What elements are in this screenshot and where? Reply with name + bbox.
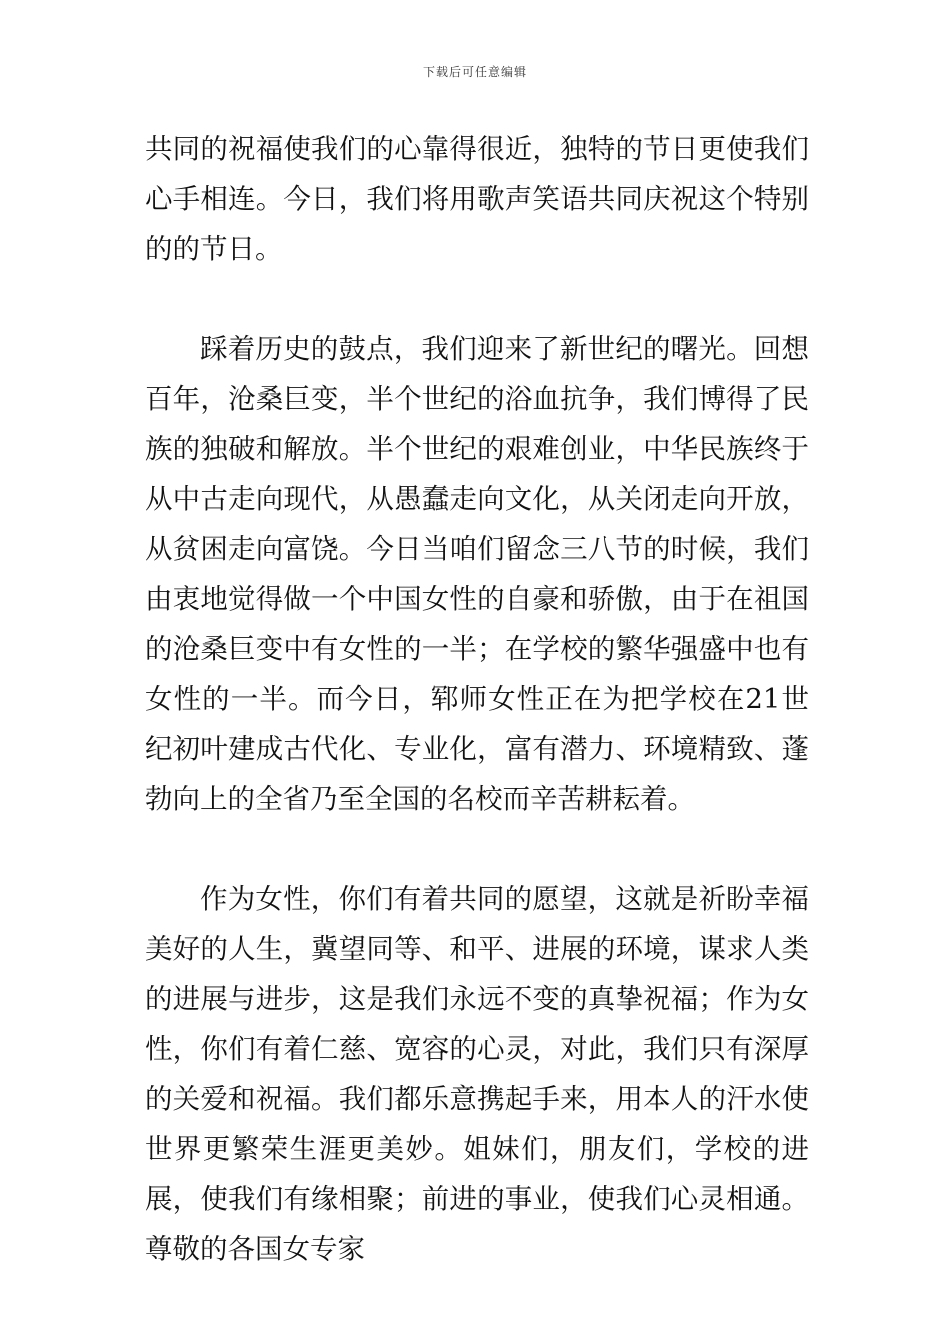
paragraph-2: 踩着历史的鼓点，我们迎来了新世纪的曙光。回想百年，沧桑巨变，半个世纪的浴血抗争，我们博得了民族的独破和解放。半个世纪的艰难创业，中华民族终于从中古走向现代，从愚蠢走向文化，从关闭走向开放，从贫困走向富饶。今日当咱们留念三八节的时候，我们由衷地觉得做一个中国女性的自豪和骄傲，由于在祖国的沧桑巨变中有女性的一半；在学校的繁华强盛中也有女性的一半。而今日，郓师女性正在为把学校在21世纪初叶建成古代化、专业化，富有潜力、环境精致、蓬勃向上的全省乃至全国的名校而辛苦耕耘着。	[145, 333, 809, 815]
paragraph-3: 作为女性，你们有着共同的愿望，这就是祈盼幸福美好的人生，冀望同等、和平、进展的环境，谋求人类的进展与进步，这是我们永远不变的真挚祝福；作为女性，你们有着仁慈、宽容的心灵，对此，我们只有深厚的关爱和祝福。我们都乐意携起手来，用本人的汗水使世界更繁荣生涯更美妙。姐妹们，朋友们，学校的进展，使我们有缘相聚；前进的事业，使我们心灵相通。尊敬的各国女专家	[145, 883, 809, 1265]
page-header: 下载后可任意编辑	[422, 65, 527, 79]
paragraph-spacer	[145, 274, 809, 324]
paragraph-1: 共同的祝福使我们的心靠得很近，独特的节日更使我们心手相连。今日，我们将用歌声笑语共同庆祝这个特别的的节日。	[145, 133, 809, 265]
paragraph-spacer	[145, 824, 809, 874]
document-body	[145, 124, 809, 1274]
